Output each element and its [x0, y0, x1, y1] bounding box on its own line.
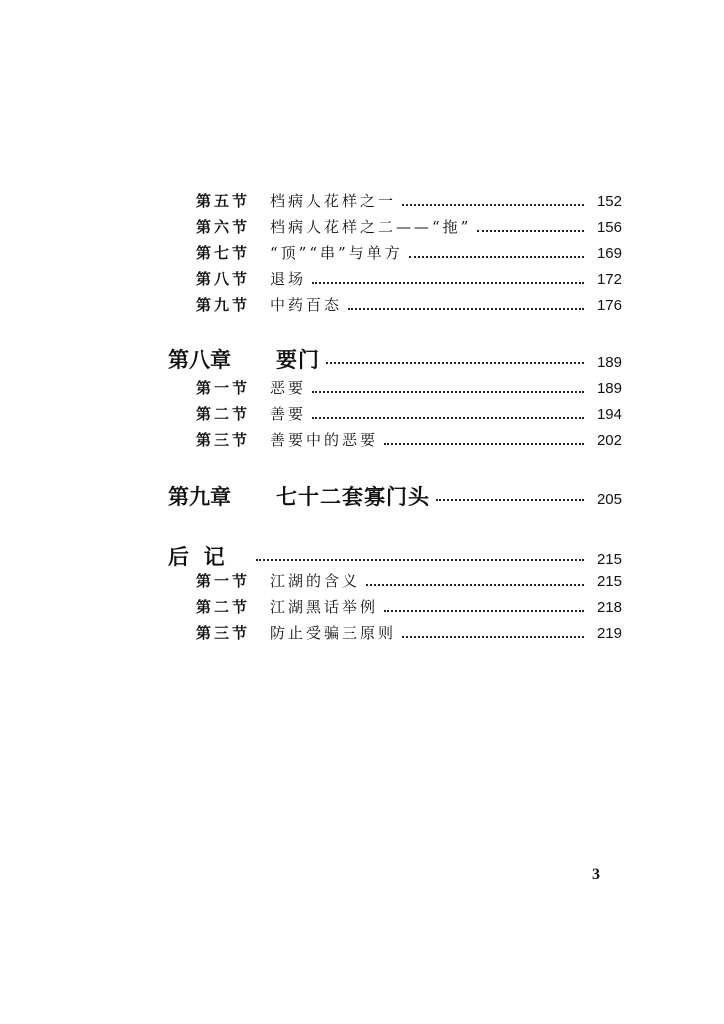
entry-label: 第五节	[196, 192, 251, 210]
entry-page: 176	[596, 297, 622, 314]
entry-label: 第一节	[196, 379, 251, 397]
dot-leader	[348, 308, 584, 310]
toc-entry	[196, 377, 622, 398]
dot-leader	[312, 391, 584, 393]
entry-title: 档病人花样之二——“拖”	[270, 218, 472, 236]
dot-leader	[384, 610, 584, 612]
toc-entry	[196, 570, 622, 591]
entry-page: 169	[596, 245, 622, 262]
page-number: 3	[592, 866, 600, 883]
entry-label: 第六节	[196, 218, 251, 236]
dot-leader	[436, 499, 584, 501]
entry-page: 152	[596, 193, 622, 210]
chapter-label: 第八章	[168, 347, 231, 372]
entry-title: 档病人花样之一	[270, 192, 397, 210]
entry-label: 第二节	[196, 405, 251, 423]
entry-page: 218	[596, 599, 622, 616]
toc-chapter	[168, 344, 622, 374]
dot-leader	[409, 256, 584, 258]
entry-page: 202	[596, 432, 622, 449]
chapter-page: 205	[596, 491, 622, 508]
toc-entry	[196, 596, 622, 617]
dot-leader	[326, 362, 584, 364]
dot-leader	[312, 417, 584, 419]
chapter-title: 七十二套寡门头	[276, 484, 430, 509]
entry-title: 善要	[270, 405, 307, 423]
toc-entry	[196, 216, 622, 237]
entry-page: 172	[596, 271, 622, 288]
entry-title: 恶要	[270, 379, 307, 397]
entry-page: 219	[596, 625, 622, 642]
entry-label: 第二节	[196, 598, 251, 616]
entry-title: “顶”“串”与单方	[270, 244, 403, 262]
chapter-label: 第九章	[168, 484, 231, 509]
entry-page: 156	[596, 219, 622, 236]
dot-leader	[256, 559, 584, 561]
toc-entry	[196, 403, 622, 424]
entry-title: 江湖的含义	[270, 572, 361, 590]
entry-title: 中药百态	[270, 296, 343, 314]
entry-label: 第八节	[196, 270, 251, 288]
dot-leader	[402, 204, 584, 206]
dot-leader	[366, 584, 584, 586]
toc-entry	[196, 190, 622, 211]
toc-chapter	[168, 541, 622, 571]
chapter-page: 215	[596, 551, 622, 568]
entry-page: 189	[596, 380, 622, 397]
chapter-page: 189	[596, 354, 622, 371]
dot-leader	[384, 443, 584, 445]
toc-entry	[196, 622, 622, 643]
dot-leader	[312, 282, 584, 284]
toc-entry	[196, 242, 622, 263]
dot-leader	[477, 230, 584, 232]
chapter-title: 要门	[276, 347, 320, 372]
entry-title: 江湖黑话举例	[270, 598, 379, 616]
entry-label: 第七节	[196, 244, 251, 262]
toc-entry	[196, 429, 622, 450]
entry-page: 215	[596, 573, 622, 590]
entry-title: 善要中的恶要	[270, 431, 379, 449]
entry-label: 第三节	[196, 431, 251, 449]
toc-entry	[196, 268, 622, 289]
toc-chapter	[168, 481, 622, 511]
entry-title: 退场	[270, 270, 307, 288]
entry-title: 防止受骗三原则	[270, 624, 397, 642]
chapter-label: 后 记	[168, 544, 225, 569]
entry-label: 第三节	[196, 624, 251, 642]
entry-label: 第九节	[196, 296, 251, 314]
dot-leader	[402, 636, 584, 638]
toc-entry	[196, 294, 622, 315]
entry-page: 194	[596, 406, 622, 423]
entry-label: 第一节	[196, 572, 251, 590]
